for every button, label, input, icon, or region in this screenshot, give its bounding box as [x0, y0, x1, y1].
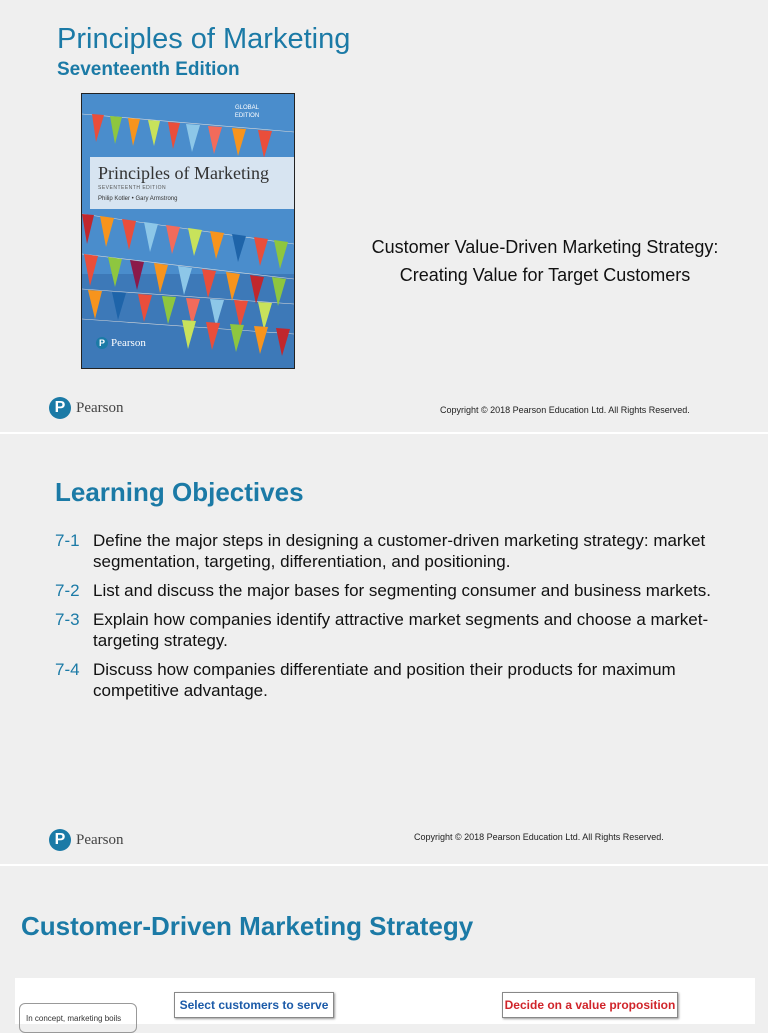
- copyright-notice: Copyright © 2018 Pearson Education Ltd. All Rights Reserved.: [440, 405, 690, 415]
- cover-edition: SEVENTEENTH EDITION: [98, 185, 167, 191]
- value-proposition-box: Decide on a value proposition: [502, 992, 678, 1018]
- strategy-figure: [15, 978, 755, 1024]
- book-title: Principles of Marketing: [57, 23, 351, 55]
- cover-publisher-name: Pearson: [111, 337, 146, 349]
- objective-text: Explain how companies identify attractive market segments and choose a market-targeting strategy.: [93, 610, 709, 650]
- cover-authors: Philip Kotler • Gary Armstrong: [98, 196, 178, 202]
- figure-note: In concept, marketing boils: [19, 1003, 137, 1033]
- objective-number: 7-2: [55, 581, 80, 600]
- slide-divider: [0, 864, 768, 866]
- pearson-logo-text: Pearson: [76, 831, 124, 848]
- slide-title: Customer-Driven Marketing Strategy: [21, 911, 474, 941]
- chapter-subtitle-line-1: Customer Value-Driven Marketing Strategy:: [371, 237, 719, 257]
- slide-title: Learning Objectives: [55, 477, 304, 507]
- cover-title: Principles of Marketing: [98, 163, 269, 183]
- select-customers-box: Select customers to serve: [174, 992, 334, 1018]
- pearson-p-icon: P: [96, 337, 108, 349]
- pearson-logo-text: Pearson: [76, 399, 124, 416]
- book-cover-image: [81, 93, 295, 369]
- objective-item: [55, 530, 735, 572]
- objective-text: List and discuss the major bases for segmenting consumer and business markets.: [93, 581, 711, 600]
- slide-title: [0, 0, 768, 432]
- book-edition: Seventeenth Edition: [57, 59, 240, 80]
- objective-item: [55, 659, 735, 701]
- slide-divider: [0, 432, 768, 434]
- objective-item: [55, 609, 735, 651]
- objective-text: Discuss how companies differentiate and position their products for maximum competitive advantage.: [93, 660, 676, 700]
- objective-number: 7-3: [55, 610, 80, 629]
- chapter-subtitle: [335, 233, 755, 289]
- objectives-list: [55, 530, 735, 709]
- objective-text: Define the major steps in designing a customer-driven marketing strategy: market segmentation, targeting, differentiation, and positioning.: [93, 531, 706, 571]
- cover-publisher-logo: [96, 337, 146, 349]
- pennant-flags-illustration: [82, 94, 294, 368]
- pearson-logo: [49, 829, 124, 851]
- pearson-p-icon: P: [49, 829, 71, 851]
- chapter-subtitle-line-2: Creating Value for Target Customers: [399, 265, 691, 285]
- copyright-notice: Copyright © 2018 Pearson Education Ltd. All Rights Reserved.: [414, 832, 664, 842]
- objective-item: [55, 580, 735, 601]
- objective-number: 7-1: [55, 531, 80, 550]
- pearson-p-icon: P: [49, 397, 71, 419]
- pearson-logo: [49, 397, 124, 419]
- global-edition-badge: GLOBAL EDITION: [234, 105, 260, 119]
- objective-number: 7-4: [55, 660, 80, 679]
